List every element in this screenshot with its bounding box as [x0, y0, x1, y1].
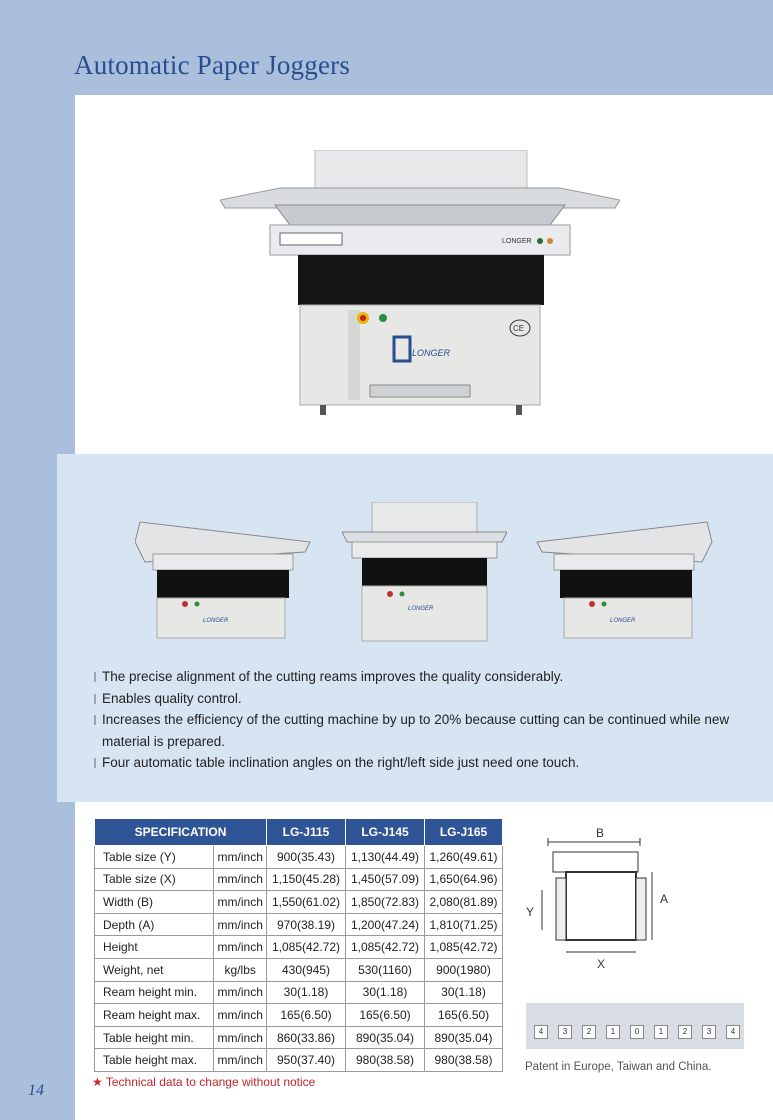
machine-flat-image — [342, 502, 507, 647]
feature-item: Increases the efficiency of the cutting machine by up to 20% because cutting can be continued while new material is prepared. — [94, 709, 754, 752]
spec-name-cell: Depth (A) — [95, 913, 214, 936]
spec-value-cell: 900(1980) — [425, 958, 503, 981]
spec-row — [95, 936, 503, 959]
spec-value-cell: 860(33.86) — [267, 1026, 346, 1049]
spec-row — [95, 958, 503, 981]
spec-value-cell: 890(35.04) — [425, 1026, 503, 1049]
spec-value-cell: 1,550(61.02) — [267, 891, 346, 914]
spec-name-cell: Height — [95, 936, 214, 959]
spec-row — [95, 868, 503, 891]
spec-value-cell: 30(1.18) — [267, 981, 346, 1004]
label-y: Y — [526, 905, 535, 919]
spec-value-cell: 980(38.58) — [425, 1049, 503, 1072]
spec-value-cell: 950(37.40) — [267, 1049, 346, 1072]
main-photo-panel — [75, 95, 773, 454]
spec-unit-cell: kg/lbs — [214, 958, 267, 981]
spec-value-cell: 1,200(47.24) — [346, 913, 425, 936]
svg-text:CE: CE — [513, 324, 525, 333]
spec-value-cell: 530(1160) — [346, 958, 425, 981]
patent-text: Patent in Europe, Taiwan and China. — [525, 1061, 712, 1073]
machine-left-tilt-image — [135, 492, 315, 642]
spec-value-cell: 890(35.04) — [346, 1026, 425, 1049]
model-header: LG-J165 — [425, 819, 503, 846]
spec-value-cell: 30(1.18) — [346, 981, 425, 1004]
spec-name-cell: Ream height min. — [95, 981, 214, 1004]
spec-unit-cell: mm/inch — [214, 936, 267, 959]
notice-text: ★ Technical data to change without notice — [92, 1075, 316, 1089]
spec-value-cell: 1,850(72.83) — [346, 891, 425, 914]
angle-box: 3 — [558, 1025, 572, 1039]
angle-box: 2 — [582, 1025, 596, 1039]
spec-unit-cell: mm/inch — [214, 868, 267, 891]
spec-unit-cell: mm/inch — [214, 1026, 267, 1049]
spec-value-cell: 1,260(49.61) — [425, 846, 503, 869]
spec-unit-cell: mm/inch — [214, 1049, 267, 1072]
spec-row — [95, 913, 503, 936]
spec-value-cell: 165(6.50) — [346, 1004, 425, 1027]
spec-row — [95, 1004, 503, 1027]
spec-value-cell: 165(6.50) — [267, 1004, 346, 1027]
spec-unit-cell: mm/inch — [214, 1004, 267, 1027]
spec-unit-cell: mm/inch — [214, 846, 267, 869]
spec-name-cell: Weight, net — [95, 958, 214, 981]
inclination-angle-indicator — [526, 1003, 744, 1049]
small-machine-center-brand: LONGER — [408, 606, 434, 612]
spec-name-cell: Table size (Y) — [95, 846, 214, 869]
label-b: B — [596, 826, 605, 840]
spec-value-cell: 980(38.58) — [346, 1049, 425, 1072]
spec-row — [95, 1049, 503, 1072]
spec-value-cell: 1,085(42.72) — [346, 936, 425, 959]
spec-unit-cell: mm/inch — [214, 981, 267, 1004]
feature-list — [94, 666, 754, 774]
spec-unit-cell: mm/inch — [214, 913, 267, 936]
main-machine-image — [220, 150, 620, 420]
spec-value-cell: 1,130(44.49) — [346, 846, 425, 869]
label-x: X — [597, 957, 606, 970]
spec-name-cell: Table size (X) — [95, 868, 214, 891]
page-number: 14 — [28, 1082, 44, 1099]
spec-unit-cell: mm/inch — [214, 891, 267, 914]
spec-name-cell: Ream height max. — [95, 1004, 214, 1027]
spec-value-cell: 1,085(42.72) — [267, 936, 346, 959]
model-header: LG-J145 — [346, 819, 425, 846]
spec-value-cell: 2,080(81.89) — [425, 891, 503, 914]
spec-value-cell: 1,150(45.28) — [267, 868, 346, 891]
machine-right-tilt-image — [532, 492, 717, 642]
spec-value-cell: 970(38.19) — [267, 913, 346, 936]
angle-box: 0 — [630, 1025, 644, 1039]
spec-header: SPECIFICATION — [95, 819, 267, 846]
spec-name-cell: Table height min. — [95, 1026, 214, 1049]
spec-table — [94, 818, 503, 1072]
spec-row — [95, 981, 503, 1004]
page-title: Automatic Paper Joggers — [74, 50, 351, 80]
spec-value-cell: 430(945) — [267, 958, 346, 981]
spec-value-cell: 1,450(57.09) — [346, 868, 425, 891]
angle-box: 1 — [606, 1025, 620, 1039]
spec-name-cell: Table height max. — [95, 1049, 214, 1072]
model-header: LG-J115 — [267, 819, 346, 846]
feature-item: Enables quality control. — [94, 688, 754, 710]
spec-value-cell: 900(35.43) — [267, 846, 346, 869]
feature-item: Four automatic table inclination angles on the right/left side just need one touch. — [94, 752, 754, 774]
angle-box: 2 — [678, 1025, 692, 1039]
cabinet-brand-label: LONGER — [412, 348, 451, 358]
spec-value-cell: 1,650(64.96) — [425, 868, 503, 891]
spec-value-cell: 1,085(42.72) — [425, 936, 503, 959]
angle-box: 4 — [534, 1025, 548, 1039]
dimension-diagram — [520, 820, 685, 975]
spec-row — [95, 1026, 503, 1049]
angle-box: 3 — [702, 1025, 716, 1039]
small-machine-left-brand: LONGER — [203, 618, 229, 624]
spec-value-cell: 165(6.50) — [425, 1004, 503, 1027]
small-machine-right-brand: LONGER — [610, 618, 636, 624]
angle-box: 4 — [726, 1025, 740, 1039]
spec-value-cell: 30(1.18) — [425, 981, 503, 1004]
angle-box: 1 — [654, 1025, 668, 1039]
spec-row — [95, 846, 503, 869]
spec-name-cell: Width (B) — [95, 891, 214, 914]
label-a: A — [660, 892, 669, 906]
control-brand-label: LONGER — [502, 238, 532, 245]
spec-value-cell: 1,810(71.25) — [425, 913, 503, 936]
feature-item: The precise alignment of the cutting reams improves the quality considerably. — [94, 666, 754, 688]
spec-row — [95, 891, 503, 914]
